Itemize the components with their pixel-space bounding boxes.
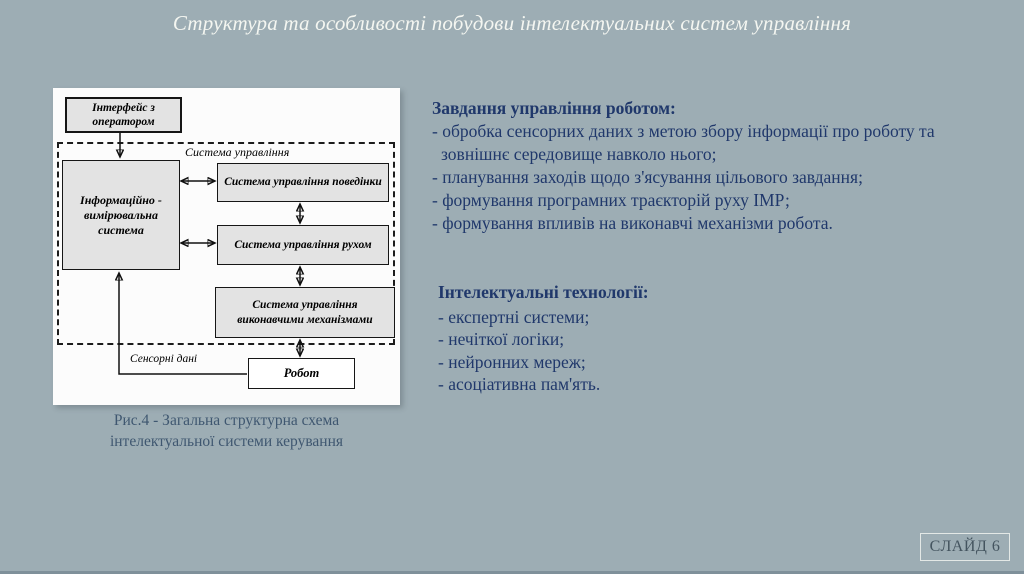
info-measuring-system-box: Інформаційно - вимірювальна система (62, 160, 180, 270)
operator-interface-box: Інтерфейс з оператором (65, 97, 182, 133)
robot-box: Робот (248, 358, 355, 389)
task-item: - планування заходів щодо з'ясування цільового завдання; (432, 167, 863, 187)
task-item: - обробка сенсорних даних з метою збору інформації про роботу та зовнішнє середовище навколо нього; (432, 121, 935, 164)
control-system-label: Система управління (185, 145, 290, 159)
motion-control-box: Система управління рухом (217, 225, 389, 265)
technology-item: - експертні системи; (438, 306, 590, 327)
figure-caption-line1: Рис.4 - Загальна структурна схема (113, 412, 340, 429)
technology-item: - асоціативна пам'ять. (438, 374, 601, 394)
technologies-heading: Інтелектуальні технології: (438, 282, 649, 302)
task-item: - формування впливів на виконавчі механізми робота. (432, 213, 833, 233)
technology-item: - нечіткої логіки; (438, 329, 565, 349)
sensor-data-label: Сенсорні дані (130, 353, 198, 365)
figure-caption (53, 410, 400, 452)
task-item: - формування програмних траєкторій руху ІМР; (432, 190, 790, 210)
tasks-block (432, 97, 955, 235)
slide-number-label: СЛАЙД 6 (929, 538, 1001, 555)
tasks-heading: Завдання управління роботом: (432, 98, 676, 118)
slide-number-badge (920, 533, 1010, 561)
figure-caption-line2: інтелектуальної системи керування (109, 433, 344, 450)
behavior-control-box: Система управління поведінки (217, 163, 389, 202)
diagram-panel (53, 88, 400, 405)
technology-item: - нейронних мереж; (438, 351, 586, 372)
technologies-block (438, 281, 798, 396)
actuators-control-box: Система управління виконавчими механізмами (215, 287, 395, 338)
page-title: Структура та особливості побудови інтелектуальних систем управління (172, 11, 852, 35)
